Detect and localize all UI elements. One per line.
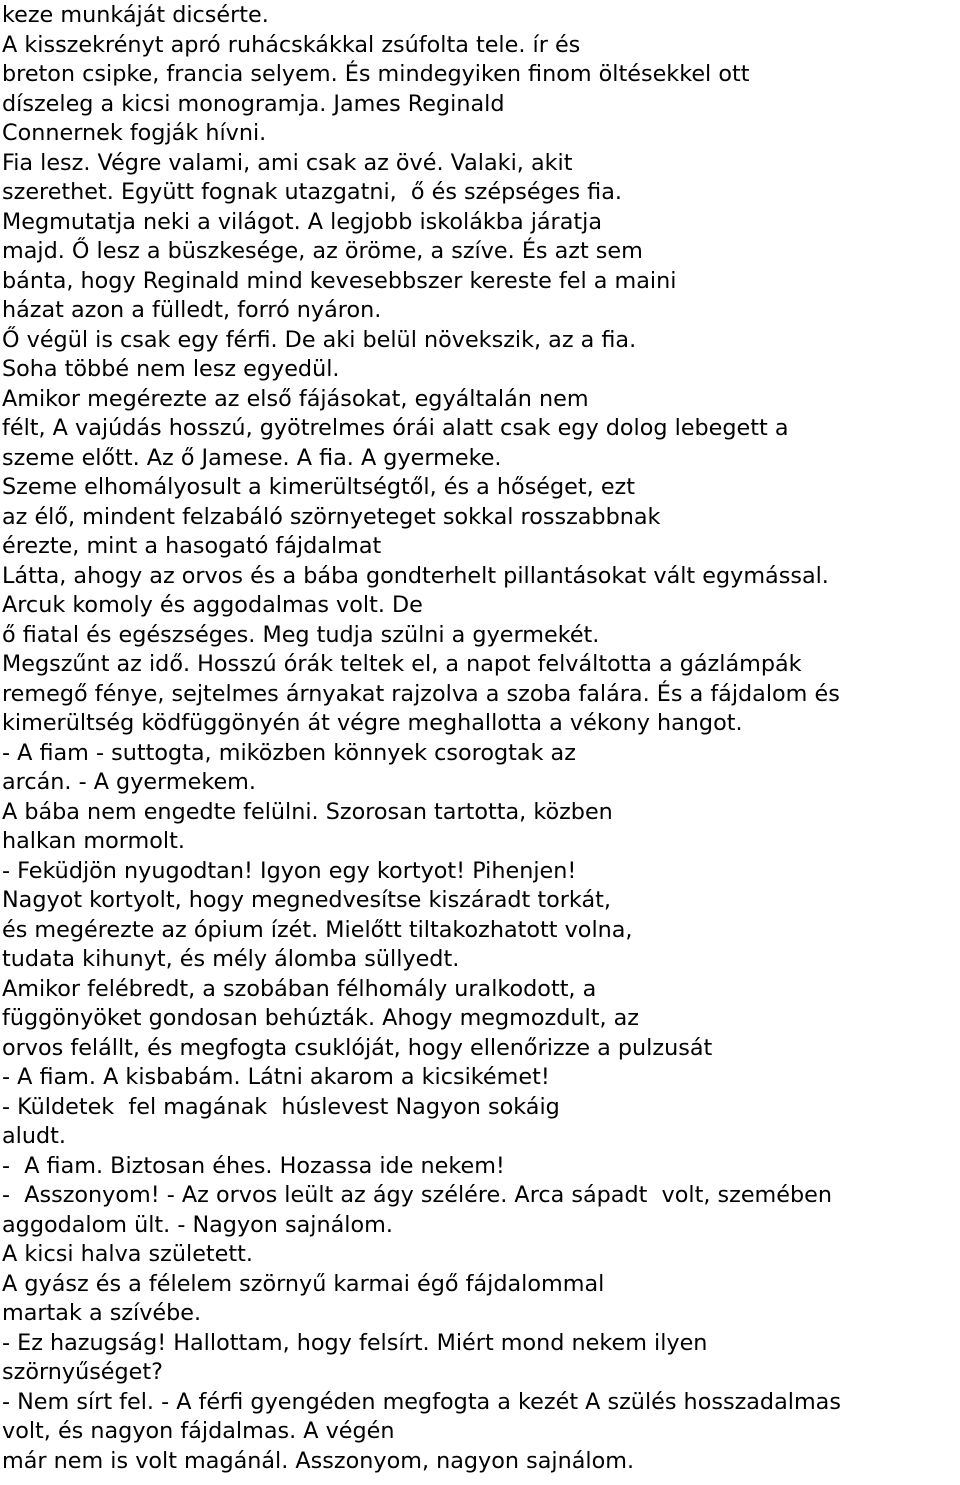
text-line: Nagyot kortyolt, hogy megnedvesítse kiszáradt torkát, [2, 887, 611, 913]
text-line: Amikor felébredt, a szobában félhomály uralkodott, a [2, 975, 597, 1002]
text-line: martak a szívébe. [2, 1300, 202, 1326]
text-line: bánta, hogy Reginald mind kevesebbszer kereste fel a maini [2, 267, 677, 294]
text-line: szörnyűséget? [2, 1359, 163, 1385]
text-line: - Feküdjön nyugodtan! Igyon egy kortyot! Pihenjen! [2, 857, 577, 884]
text-line: az élő, mindent felzabáló szörnyeteget sokkal rosszabbnak [2, 503, 661, 530]
text-line: A kisszekrényt apró ruhácskákkal zsúfolta tele. ír és [2, 31, 581, 58]
text-line: A bába nem engedte felülni. Szorosan tartotta, közben [2, 798, 613, 825]
text-line: Megmutatja neki a világot. A legjobb iskolákba járatja [2, 208, 602, 235]
text-line: - Asszonyom! - Az orvos leült az ágy szélére. Arca sápadt volt, szemében [2, 1182, 832, 1208]
text-line: félt, A vajúdás hosszú, gyötrelmes órái alatt csak egy dolog lebegett a [2, 415, 789, 441]
text-line: - Nem sírt fel. - A férfi gyengéden megfogta a kezét A szülés hosszadalmas [2, 1388, 841, 1415]
text-line: díszeleg a kicsi monogramja. James Reginald [2, 90, 505, 117]
body-text [2, 1, 960, 1476]
text-line: A gyász és a félelem szörnyű karmai égő fájdalommal [2, 1270, 605, 1297]
text-line: Amikor megérezte az első fájásokat, egyáltalán nem [2, 385, 589, 412]
text-line: már nem is volt magánál. Asszonyom, nagyon sajnálom. [2, 1447, 635, 1474]
text-line: - A fiam. A kisbabám. Látni akarom a kicsikémet! [2, 1064, 550, 1090]
text-line: remegő fénye, sejtelmes árnyakat rajzolva a szoba falára. És a fájdalom és [2, 680, 840, 707]
text-line: Látta, ahogy az orvos és a bába gondterhelt pillantásokat vált egymással. [2, 562, 829, 589]
text-line: és megérezte az ópium ízét. Mielőtt tiltakozhatott volna, [2, 916, 633, 943]
text-line: szeme előtt. Az ő Jamese. A fia. A gyermeke. [2, 444, 502, 471]
text-line: kimerültség ködfüggönyén át végre meghallotta a vékony hangot. [2, 710, 743, 736]
text-line: orvos felállt, és megfogta csuklóját, hogy ellenőrizze a pulzusát [2, 1034, 713, 1061]
text-line: Fia lesz. Végre valami, ami csak az övé. Valaki, akit [2, 149, 573, 176]
text-line: tudata kihunyt, és mély álomba süllyedt. [2, 946, 460, 972]
text-line: keze munkáját dicsérte. [2, 2, 269, 28]
text-line: aludt. [2, 1123, 66, 1149]
text-line: Soha többé nem lesz egyedül. [2, 356, 340, 382]
text-line: Megszűnt az idő. Hosszú órák teltek el, a napot felváltotta a gázlámpák [2, 651, 802, 677]
text-line: - Küldetek fel magának húslevest Nagyon sokáig [2, 1093, 560, 1120]
text-line: függönyöket gondosan behúzták. Ahogy megmozdult, az [2, 1005, 639, 1031]
text-line: breton csipke, francia selyem. És mindegyiken finom öltésekkel ott [2, 61, 750, 87]
text-line: házat azon a fülledt, forró nyáron. [2, 297, 382, 323]
text-line: - A fiam. Biztosan éhes. Hozassa ide nekem! [2, 1152, 505, 1179]
text-line: ő fiatal és egészséges. Meg tudja szülni a gyermekét. [2, 621, 600, 648]
text-line: halkan mormolt. [2, 828, 185, 854]
text-line: arcán. - A gyermekem. [2, 769, 256, 795]
text-line: majd. Ő lesz a büszkesége, az öröme, a szíve. És azt sem [2, 238, 643, 264]
text-line: volt, és nagyon fájdalmas. A végén [2, 1418, 395, 1444]
text-line: Arcuk komoly és aggodalmas volt. De [2, 592, 423, 618]
text-line: aggodalom ült. - Nagyon sajnálom. [2, 1211, 393, 1238]
text-line: Ő végül is csak egy férfi. De aki belül növekszik, az a fia. [2, 326, 637, 353]
text-line: Szeme elhomályosult a kimerültségtől, és a hőséget, ezt [2, 474, 635, 500]
text-line: A kicsi halva született. [2, 1241, 253, 1267]
text-line: - A fiam - suttogta, miközben könnyek csorogtak az [2, 739, 576, 766]
text-line: - Ez hazugság! Hallottam, hogy felsírt. Miért mond nekem ilyen [2, 1329, 708, 1356]
text-line: szerethet. Együtt fognak utazgatni, ő és szépséges fia. [2, 179, 622, 205]
text-line: érezte, mint a hasogató fájdalmat [2, 533, 382, 559]
text-line: Connernek fogják hívni. [2, 120, 267, 146]
